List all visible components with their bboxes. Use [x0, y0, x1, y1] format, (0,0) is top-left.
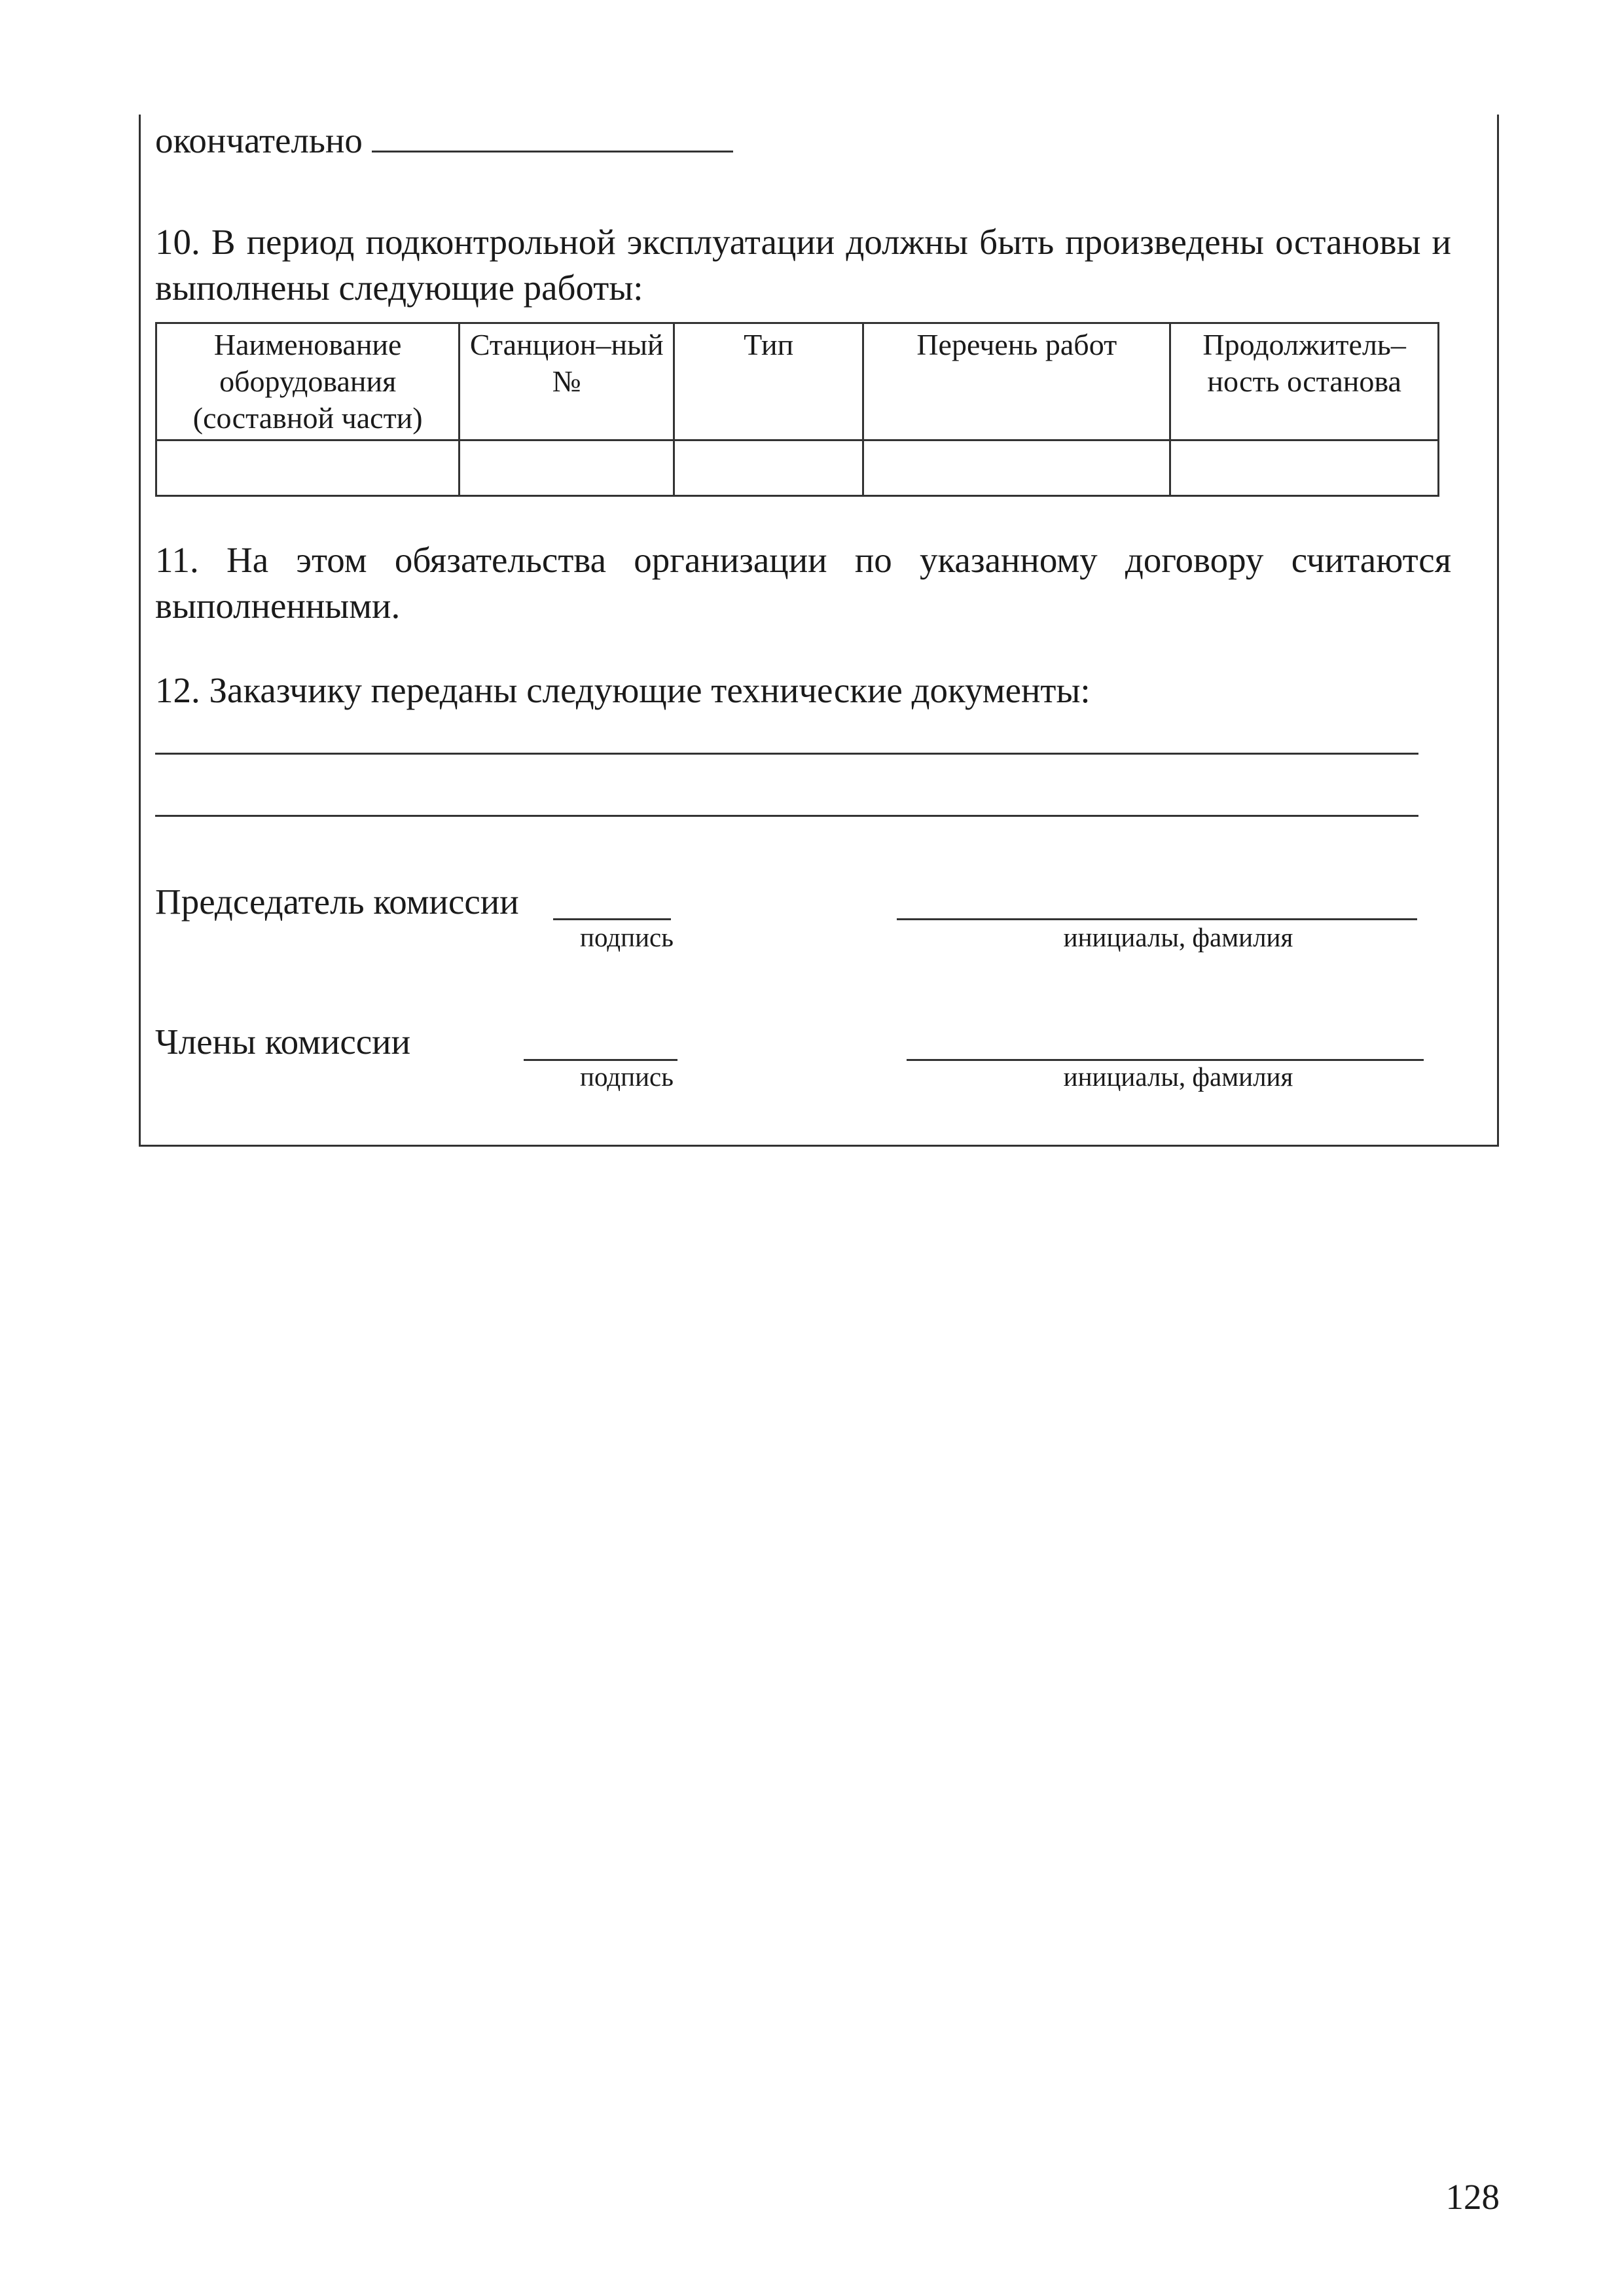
members-name-line[interactable] [907, 1059, 1424, 1061]
table-cell[interactable] [863, 440, 1170, 496]
members-label: Члены комиссии [155, 1022, 411, 1062]
chairman-signature-caption: подпись [580, 922, 674, 952]
chairman-label: Председатель комиссии [155, 882, 519, 922]
members-signature-caption: подпись [580, 1062, 674, 1092]
members-signature-line[interactable] [524, 1059, 677, 1061]
item-10-text: 10. В период подконтрольной эксплуатации должны быть произведены остановы и выполнены следующие работы: [155, 222, 1451, 308]
header-station-number: Станцион–ный № [460, 323, 674, 440]
members-name-caption: инициалы, фамилия [1063, 1062, 1293, 1092]
finally-line [155, 117, 733, 164]
table-cell[interactable] [674, 440, 863, 496]
header-type: Тип [674, 323, 863, 440]
finally-label: окончательно [155, 120, 363, 160]
table-header-row [156, 323, 1439, 440]
item-12-text: 12. Заказчику переданы следующие технические документы: [155, 670, 1091, 710]
table-cell[interactable] [156, 440, 460, 496]
table-cell[interactable] [460, 440, 674, 496]
header-equipment-name: Наименование оборудования (составной части) [156, 323, 460, 440]
works-table [155, 322, 1439, 497]
chairman-name-line[interactable] [897, 918, 1417, 920]
page-number: 128 [1445, 2177, 1500, 2217]
documents-blank-line-2[interactable] [155, 815, 1418, 817]
finally-blank[interactable] [372, 117, 733, 152]
header-shutdown-duration: Продолжитель–ность останова [1170, 323, 1439, 440]
header-work-list: Перечень работ [863, 323, 1170, 440]
table-row [156, 440, 1439, 496]
documents-blank-line-1[interactable] [155, 753, 1418, 755]
table-cell[interactable] [1170, 440, 1439, 496]
item-11-text: 11. На этом обязательства организации по указанному договору считаются выполненными. [155, 540, 1451, 626]
chairman-signature-line[interactable] [553, 918, 671, 920]
chairman-name-caption: инициалы, фамилия [1063, 922, 1293, 952]
